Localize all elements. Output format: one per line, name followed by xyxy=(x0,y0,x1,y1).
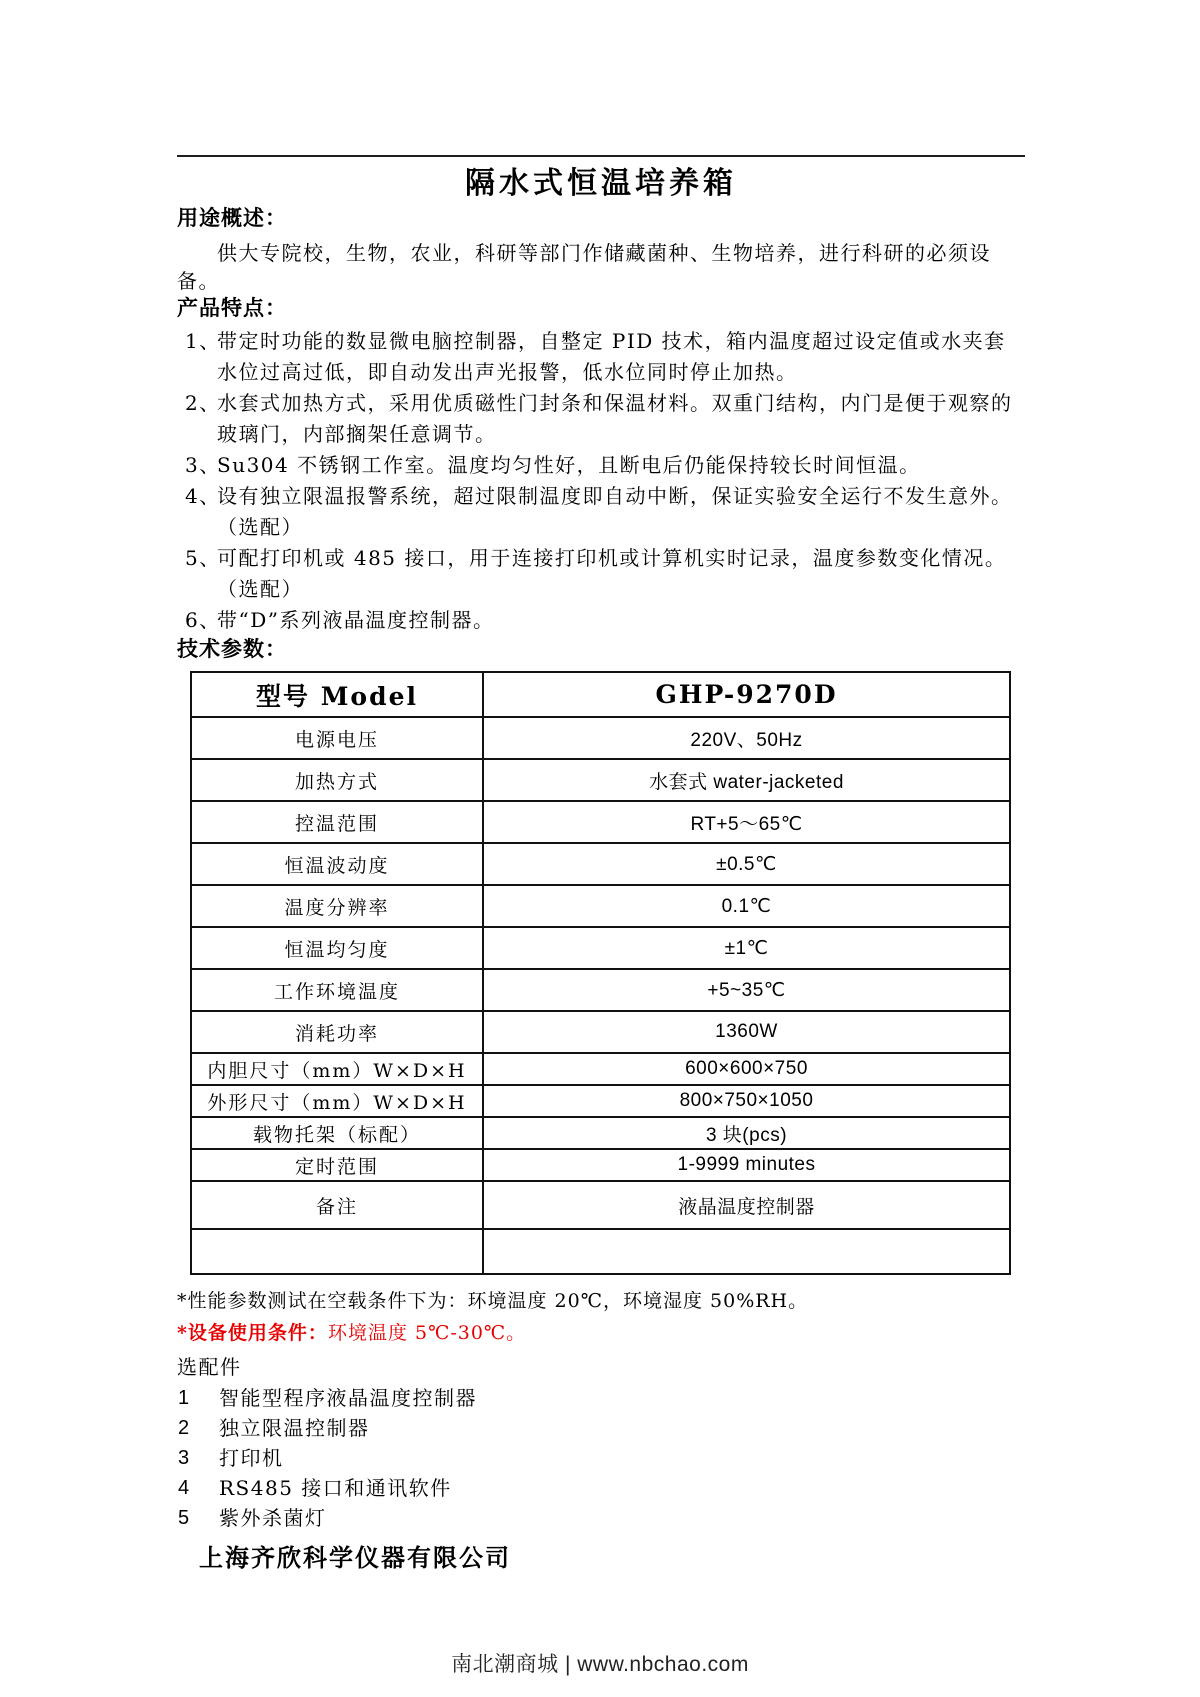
option-item-number: 1 xyxy=(178,1387,191,1409)
spec-label-cell: 控温范围 xyxy=(191,801,483,843)
specs-row xyxy=(191,1011,1010,1053)
purpose-heading: 用途概述： xyxy=(177,205,287,230)
footer xyxy=(0,1648,1200,1678)
feature-item-text: 水套式加热方式，采用优质磁性门封条和保温材料。双重门结构，内门是便于观察的玻璃门，内部搁架任意调节。 xyxy=(217,391,1013,446)
usage-note-text: 环境温度 5℃-30℃。 xyxy=(327,1322,527,1344)
specs-row xyxy=(191,843,1010,885)
options-heading: 选配件 xyxy=(177,1355,242,1379)
specs-row xyxy=(191,1149,1010,1181)
spec-label-cell: 电源电压 xyxy=(191,717,483,759)
usage-note-label: *设备使用条件： xyxy=(177,1322,328,1344)
spec-value-cell: ±0.5℃ xyxy=(483,843,1010,885)
option-item xyxy=(177,1443,1025,1473)
feature-item xyxy=(177,450,1025,481)
specs-table xyxy=(190,671,1011,1275)
specs-row xyxy=(191,1117,1010,1149)
spec-value-cell: RT+5～65℃ xyxy=(483,801,1010,843)
feature-item xyxy=(177,326,1025,388)
option-item xyxy=(177,1473,1025,1503)
spec-label-cell: 载物托架（标配） xyxy=(191,1117,483,1149)
specs-row xyxy=(191,1229,1010,1274)
option-item-text: RS485 接口和通讯软件 xyxy=(219,1476,452,1500)
top-divider xyxy=(177,155,1025,157)
option-item-text: 智能型程序液晶温度控制器 xyxy=(219,1386,477,1410)
option-item-text: 独立限温控制器 xyxy=(219,1416,370,1440)
spec-label-cell xyxy=(191,1229,483,1274)
spec-label-cell: 加热方式 xyxy=(191,759,483,801)
specs-row xyxy=(191,1181,1010,1229)
feature-item-number: 3、 xyxy=(185,453,221,477)
spec-label-cell: 工作环境温度 xyxy=(191,969,483,1011)
option-item-number: 4 xyxy=(178,1477,191,1499)
features-list xyxy=(177,326,1025,636)
spec-value-cell: ±1℃ xyxy=(483,927,1010,969)
spec-value-cell: 800×750×1050 xyxy=(483,1085,1010,1117)
spec-value-cell: 220V、50Hz xyxy=(483,717,1010,759)
spec-label-cell: 消耗功率 xyxy=(191,1011,483,1053)
test-conditions-note: *性能参数测试在空载条件下为：环境温度 20℃，环境湿度 50%RH。 xyxy=(177,1290,809,1312)
specs-row xyxy=(191,927,1010,969)
feature-item-number: 6、 xyxy=(185,608,221,632)
specs-row xyxy=(191,969,1010,1011)
spec-value-cell xyxy=(483,1229,1010,1274)
spec-label-cell: 定时范围 xyxy=(191,1149,483,1181)
spec-value-cell: 液晶温度控制器 xyxy=(483,1181,1010,1229)
company-name: 上海齐欣科学仪器有限公司 xyxy=(199,1543,511,1572)
feature-item-text: 带“D”系列液晶温度控制器。 xyxy=(217,608,495,632)
document-content xyxy=(177,0,1025,1573)
feature-item xyxy=(177,388,1025,450)
specs-row xyxy=(191,1085,1010,1117)
spec-value-cell: 1-9999 minutes xyxy=(483,1149,1010,1181)
feature-item-text: 带定时功能的数显微电脑控制器，自整定 PID 技术，箱内温度超过设定值或水夹套水位过高过低，即自动发出声光报警，低水位同时停止加热。 xyxy=(217,329,1006,384)
specs-row xyxy=(191,801,1010,843)
model-value-cell: GHP-9270D xyxy=(483,672,1010,717)
feature-item-text: Su304 不锈钢工作室。温度均匀性好，且断电后仍能保持较长时间恒温。 xyxy=(217,453,921,477)
feature-item-number: 4、 xyxy=(185,484,221,508)
feature-item xyxy=(177,543,1025,605)
spec-label-cell: 温度分辨率 xyxy=(191,885,483,927)
features-heading: 产品特点： xyxy=(177,295,287,320)
option-item-text: 紫外杀菌灯 xyxy=(219,1506,327,1530)
spec-label-cell: 恒温波动度 xyxy=(191,843,483,885)
spec-label-cell: 外形尺寸（mm）W×D×H xyxy=(191,1085,483,1117)
purpose-text: 供大专院校，生物，农业，科研等部门作储藏菌种、生物培养，进行科研的必须设备。 xyxy=(177,241,991,293)
feature-item-text: 设有独立限温报警系统，超过限制温度即自动中断，保证实验安全运行不发生意外。（选配） xyxy=(217,484,1013,539)
feature-item-number: 1、 xyxy=(185,329,221,353)
options-list xyxy=(177,1383,1025,1533)
specs-row xyxy=(191,885,1010,927)
option-item xyxy=(177,1383,1025,1413)
feature-item-number: 5、 xyxy=(185,546,221,570)
feature-item-number: 2、 xyxy=(185,391,221,415)
spec-value-cell: 1360W xyxy=(483,1011,1010,1053)
specs-header-row xyxy=(191,672,1010,717)
model-header-cell: 型号 Model xyxy=(191,672,483,717)
specs-heading: 技术参数： xyxy=(177,636,287,661)
page-title: 隔水式恒温培养箱 xyxy=(465,166,737,201)
spec-value-cell: 0.1℃ xyxy=(483,885,1010,927)
feature-item-text: 可配打印机或 485 接口，用于连接打印机或计算机实时记录，温度参数变化情况。（选配） xyxy=(217,546,1007,601)
spec-value-cell: 600×600×750 xyxy=(483,1053,1010,1085)
spec-value-cell: 水套式 water-jacketed xyxy=(483,759,1010,801)
option-item-text: 打印机 xyxy=(219,1446,284,1470)
feature-item xyxy=(177,605,1025,636)
spec-label-cell: 内胆尺寸（mm）W×D×H xyxy=(191,1053,483,1085)
option-item-number: 2 xyxy=(178,1417,191,1439)
spec-value-cell: +5~35℃ xyxy=(483,969,1010,1011)
spec-label-cell: 备注 xyxy=(191,1181,483,1229)
option-item xyxy=(177,1413,1025,1443)
specs-row xyxy=(191,759,1010,801)
specs-row xyxy=(191,717,1010,759)
option-item-number: 5 xyxy=(178,1507,191,1529)
spec-value-cell: 3 块(pcs) xyxy=(483,1117,1010,1149)
usage-conditions-note xyxy=(177,1321,1025,1345)
option-item-number: 3 xyxy=(178,1447,191,1469)
option-item xyxy=(177,1503,1025,1533)
footer-text: 南北潮商城 | www.nbchao.com xyxy=(451,1653,749,1676)
feature-item xyxy=(177,481,1025,543)
spec-label-cell: 恒温均匀度 xyxy=(191,927,483,969)
specs-row xyxy=(191,1053,1010,1085)
